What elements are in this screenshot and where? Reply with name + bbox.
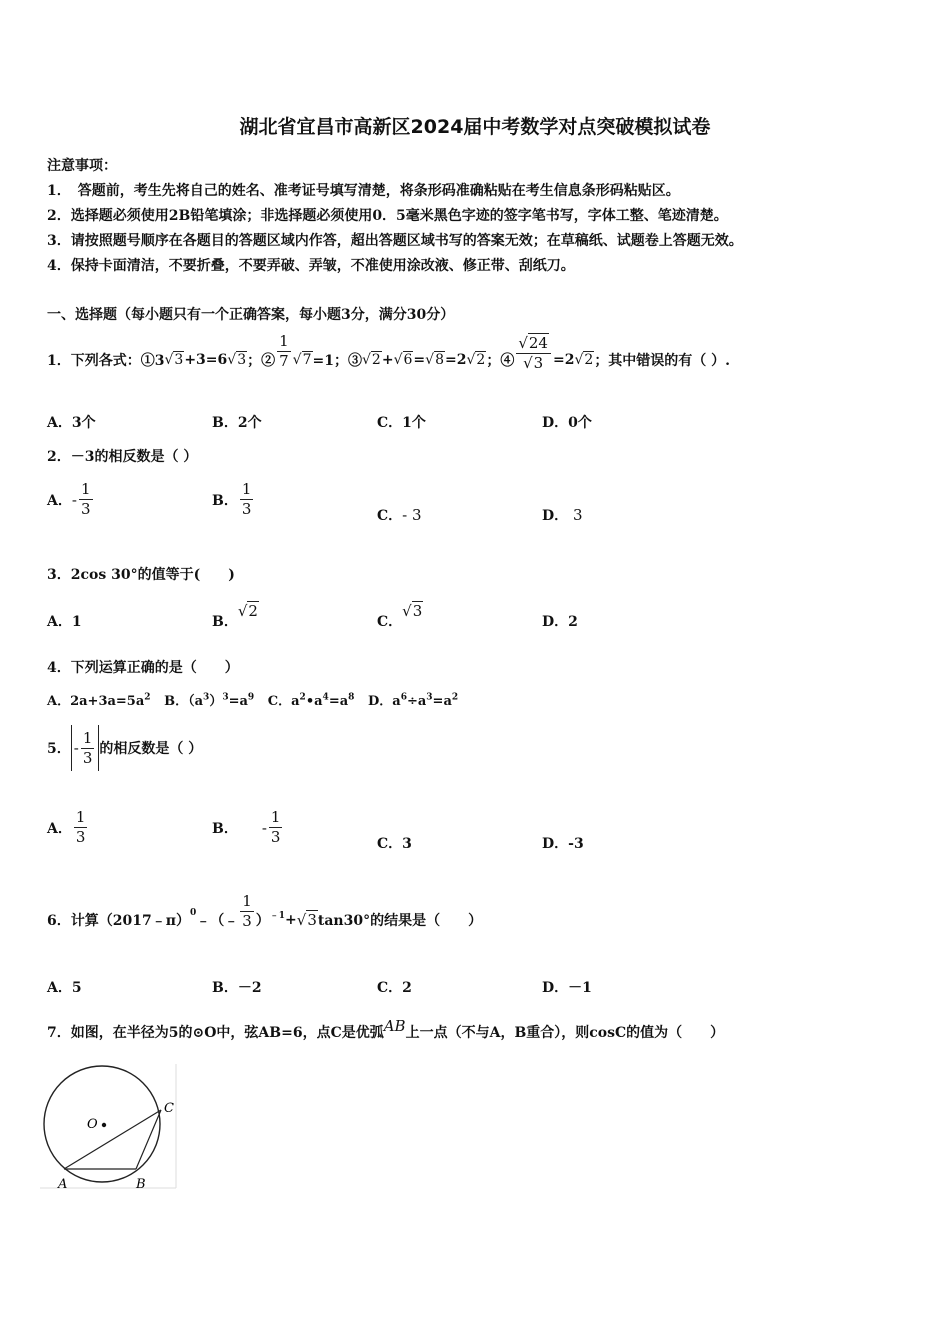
q1-text: 1．下列各式：①3 xyxy=(47,353,165,369)
sqrt-symbol: √7 xyxy=(292,352,312,368)
q4-options xyxy=(47,690,458,709)
notice-item: 4．保持卡面清洁，不要折叠，不要弄破、弄皱，不准使用涂改液、修正带、刮纸刀。 xyxy=(47,258,575,274)
circle-o xyxy=(44,1066,160,1182)
q3-option-a[interactable]: A．1 xyxy=(47,614,82,630)
q2-option-a[interactable]: A． - $\frac{1}{3}$ xyxy=(47,480,91,518)
notice-heading: 注意事项： xyxy=(47,158,117,174)
exam-title: 湖北省宜昌市高新区2024届中考数学对点突破模拟试卷 xyxy=(239,116,711,138)
sqrt-symbol: √8 xyxy=(425,352,444,368)
section-heading: 一、选择题（每小题只有一个正确答案，每小题3分，满分30分） xyxy=(47,307,455,323)
label-b: B xyxy=(136,1177,146,1192)
q6-option-b[interactable]: B．－2 xyxy=(212,980,262,996)
fraction: $\frac{1}{3}$ xyxy=(80,480,91,518)
sqrt-symbol: √3 xyxy=(227,352,247,368)
question-4-stem: 4．下列运算正确的是（ ） xyxy=(47,660,239,676)
segment-ac xyxy=(64,1110,161,1169)
q1-option-a[interactable]: A．3个 xyxy=(47,415,96,431)
absolute-value: - $\frac{1}{3}$ xyxy=(71,725,100,771)
q2-option-b[interactable]: B． $\frac{1}{3}$ xyxy=(212,480,252,518)
question-2-stem: 2．－3的相反数是（ ） xyxy=(47,449,198,465)
q1-option-c[interactable]: C．1个 xyxy=(377,415,426,431)
question-5-stem: 5． - $\frac{1}{3}$ 的相反数是（ ） xyxy=(47,724,202,772)
question-7-stem: 7．如图，在半径为5的⊙O中，弦AB=6，点C是优弧 AB 上一点（不与A，B重合），则cosC的值为（ ） xyxy=(47,1017,725,1041)
notice-item: 3．请按照题号顺序在各题目的答题区域内作答，超出答题区域书写的答案无效；在草稿纸、试题卷上答题无效。 xyxy=(47,233,743,249)
notice-item: 2．选择题必须使用2B铅笔填涂；非选择题必须使用0．5毫米黑色字迹的签字笔书写，字体工整、笔迹清楚。 xyxy=(47,208,728,224)
fraction: $\frac{1}{3}$ xyxy=(75,808,86,846)
q4-option-b[interactable]: B．$(a^3)^3=a^9$ xyxy=(164,692,255,709)
q5-option-c[interactable]: C．3 xyxy=(377,836,412,852)
center-o-point xyxy=(102,1123,106,1127)
question-1-stem: 1．下列各式：①3 √3 +3=6 √3 ；② $\frac{1}{7}$ √7 =1；③ √2 + √6 = √8 =2 √2 ；④ $\frac{√24}{√3}$ =2 √2 ；其中错误的有（ ）. xyxy=(47,331,731,372)
question-6-stem: 6．计算（2017﹣π） $^0$ ﹣（﹣ $\frac{1}{3}$ ） $^{﹣1}$ + √3 tan30°的结果是（ ） xyxy=(47,891,483,930)
sqrt-symbol: √3 xyxy=(164,352,184,368)
sqrt-symbol: √2 xyxy=(574,352,594,368)
sqrt-symbol: √6 xyxy=(393,352,413,368)
circle-figure xyxy=(40,1062,185,1192)
q3-option-b[interactable]: B．√2 xyxy=(212,602,258,630)
question-3-stem: 3．2cos 30°的值等于( ) xyxy=(47,567,235,583)
sqrt-symbol: √2 xyxy=(362,352,381,368)
q1-option-b[interactable]: B．2个 xyxy=(212,415,262,431)
fraction: $\frac{1}{7}$ xyxy=(279,331,289,370)
fraction: $\frac{1}{3}$ xyxy=(270,808,281,846)
q2-option-c[interactable]: C．- 3 xyxy=(377,506,422,524)
q6-option-a[interactable]: A．5 xyxy=(47,980,82,996)
label-o: O xyxy=(87,1117,98,1132)
fraction: $\frac{√24}{√3}$ xyxy=(516,334,551,373)
q4-option-a[interactable]: A．$2a+3a=5a^2$ xyxy=(47,692,151,709)
q5-option-d[interactable]: D．-3 xyxy=(542,836,584,852)
q2-option-d[interactable]: D． 3 xyxy=(542,506,583,524)
q4-option-d[interactable]: D．$a^6\div a^3=a^2$ xyxy=(367,692,459,709)
q6-option-c[interactable]: C．2 xyxy=(377,980,412,996)
label-c: C xyxy=(164,1101,174,1116)
q1-option-d[interactable]: D．0个 xyxy=(542,415,592,431)
arc-ab-label: AB xyxy=(383,1017,406,1035)
label-a: A xyxy=(58,1177,68,1192)
q4-option-c[interactable]: C．$a^2•a^4=a^8$ xyxy=(267,692,355,709)
q3-option-d[interactable]: D．2 xyxy=(542,614,578,630)
q6-option-d[interactable]: D．－1 xyxy=(542,980,592,996)
notice-item: 1． 答题前，考生先将自己的姓名、准考证号填写清楚，将条形码准确粘贴在考生信息条形码粘贴区。 xyxy=(47,183,680,199)
q3-option-c[interactable]: C．√3 xyxy=(377,602,423,630)
q5-option-b[interactable]: B． - $\frac{1}{3}$ xyxy=(212,808,281,846)
sqrt-symbol: √2 xyxy=(466,352,486,368)
q5-option-a[interactable]: A． $\frac{1}{3}$ xyxy=(47,808,86,846)
fraction: $\frac{1}{3}$ xyxy=(241,480,252,518)
